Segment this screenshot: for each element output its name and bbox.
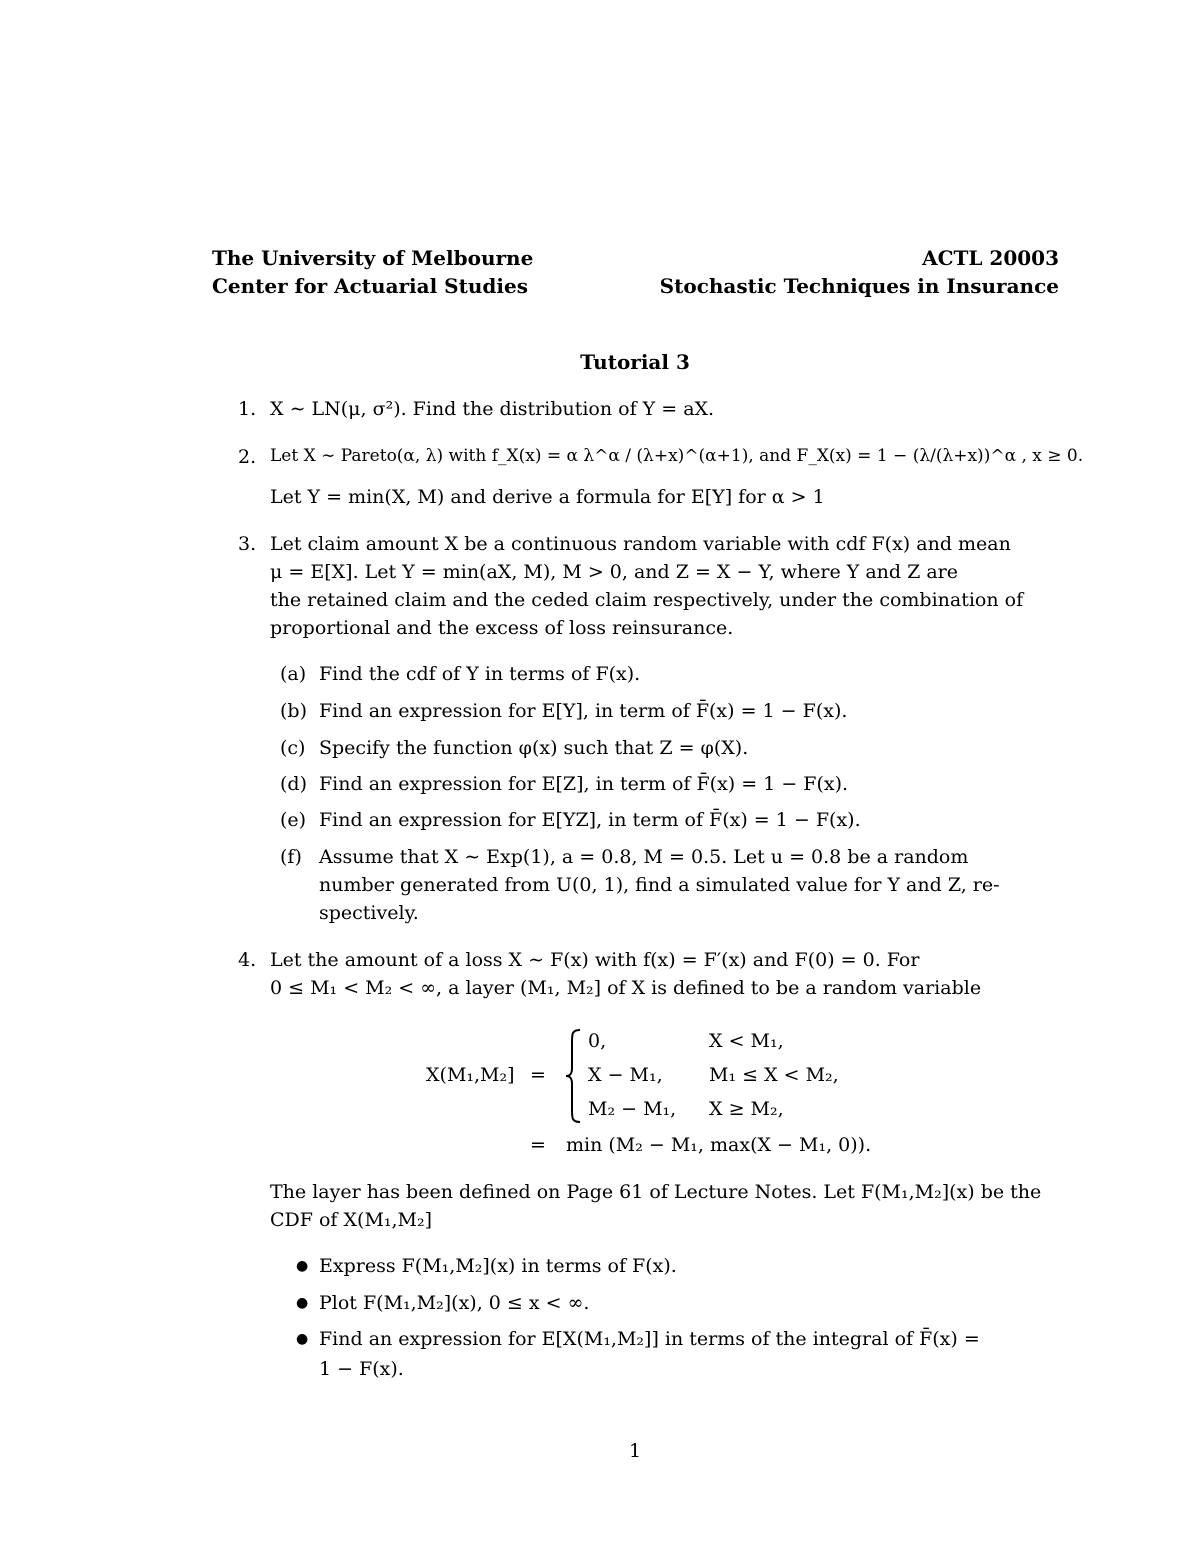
bullet-icon: ● <box>296 1295 309 1311</box>
q4-line2: 0 ≤ M₁ < M₂ < ∞, a layer (M₁, M₂] of X is defined to be a random variable <box>270 977 982 999</box>
q1-text: X ∼ LN(μ, σ²). Find the distribution of Y = aX. <box>270 398 715 420</box>
q3f-line1: Assume that X ∼ Exp(1), a = 0.8, M = 0.5. Let u = 0.8 be a random <box>319 846 969 868</box>
q4-after-line2: CDF of X(M₁,M₂] <box>270 1209 433 1231</box>
q3-line3: the retained claim and the ceded claim respectively, under the combination of <box>270 589 1024 611</box>
q3-number: 3. <box>238 533 257 555</box>
equation-equals-1: = <box>530 1064 546 1086</box>
q3a-label: (a) <box>280 663 307 685</box>
bullet1-text: Express F(M₁,M₂](x) in terms of F(x). <box>319 1255 677 1277</box>
q3-line2: μ = E[X]. Let Y = min(aX, M), M > 0, and Z = X − Y, where Y and Z are <box>270 561 958 583</box>
case2-condition: M₁ ≤ X < M₂, <box>709 1064 839 1086</box>
case3-condition: X ≥ M₂, <box>709 1098 784 1120</box>
q3b-label: (b) <box>280 700 307 722</box>
course-code: ACTL 20003 <box>922 246 1059 270</box>
case3-value: M₂ − M₁, <box>588 1098 677 1120</box>
q4-line1: Let the amount of a loss X ∼ F(x) with f(x) = F′(x) and F(0) = 0. For <box>270 949 920 971</box>
course-title: Stochastic Techniques in Insurance <box>659 274 1059 298</box>
bullet-icon: ● <box>296 1258 309 1274</box>
q3-line4: proportional and the excess of loss reinsurance. <box>270 617 734 639</box>
q3b-text: Find an expression for E[Y], in term of F̄(x) = 1 − F(x). <box>319 700 848 722</box>
q1-number: 1. <box>238 398 257 420</box>
q3f-label: (f) <box>280 846 302 868</box>
q3f-line2: number generated from U(0, 1), find a simulated value for Y and Z, re- <box>319 874 1000 896</box>
case1-condition: X < M₁, <box>709 1030 784 1052</box>
bullet-icon: ● <box>296 1331 309 1347</box>
bullet3-line1: Find an expression for E[X(M₁,M₂]] in terms of the integral of F̄(x) = <box>319 1328 980 1350</box>
case2-value: X − M₁, <box>588 1064 663 1086</box>
q4-after-line1: The layer has been defined on Page 61 of Lecture Notes. Let F(M₁,M₂](x) be the <box>270 1181 1042 1203</box>
q3d-label: (d) <box>280 773 307 795</box>
q3c-text: Specify the function φ(x) such that Z = φ(X). <box>319 737 749 759</box>
q3c-label: (c) <box>280 737 306 759</box>
q2-number: 2. <box>238 446 257 468</box>
equation-line2: min (M₂ − M₁, max(X − M₁, 0)). <box>566 1134 872 1156</box>
q3f-line3: spectively. <box>319 902 419 924</box>
case1-value: 0, <box>588 1030 607 1052</box>
left-brace-icon <box>564 1028 582 1124</box>
page-title: Tutorial 3 <box>580 350 690 374</box>
q3e-text: Find an expression for E[YZ], in term of F̄(x) = 1 − F(x). <box>319 809 861 831</box>
department-name: Center for Actuarial Studies <box>212 274 528 298</box>
q3e-label: (e) <box>280 809 307 831</box>
university-name: The University of Melbourne <box>212 246 534 270</box>
q3-line1: Let claim amount X be a continuous random variable with cdf F(x) and mean <box>270 533 1011 555</box>
bullet2-text: Plot F(M₁,M₂](x), 0 ≤ x < ∞. <box>319 1292 590 1314</box>
equation-equals-2: = <box>530 1134 546 1156</box>
page-number: 1 <box>628 1440 642 1462</box>
q2-line2: Let Y = min(X, M) and derive a formula for E[Y] for α > 1 <box>270 486 825 508</box>
q2-line1: Let X ∼ Pareto(α, λ) with f_X(x) = α λ^α / (λ+x)^(α+1), and F_X(x) = 1 − (λ/(λ+x))^α , x ≥ 0. <box>270 446 1084 466</box>
equation-lhs: X(M₁,M₂] <box>426 1064 515 1086</box>
q4-number: 4. <box>238 949 257 971</box>
bullet3-line2: 1 − F(x). <box>319 1358 404 1380</box>
q3a-text: Find the cdf of Y in terms of F(x). <box>319 663 641 685</box>
q3d-text: Find an expression for E[Z], in term of F̄(x) = 1 − F(x). <box>319 773 849 795</box>
